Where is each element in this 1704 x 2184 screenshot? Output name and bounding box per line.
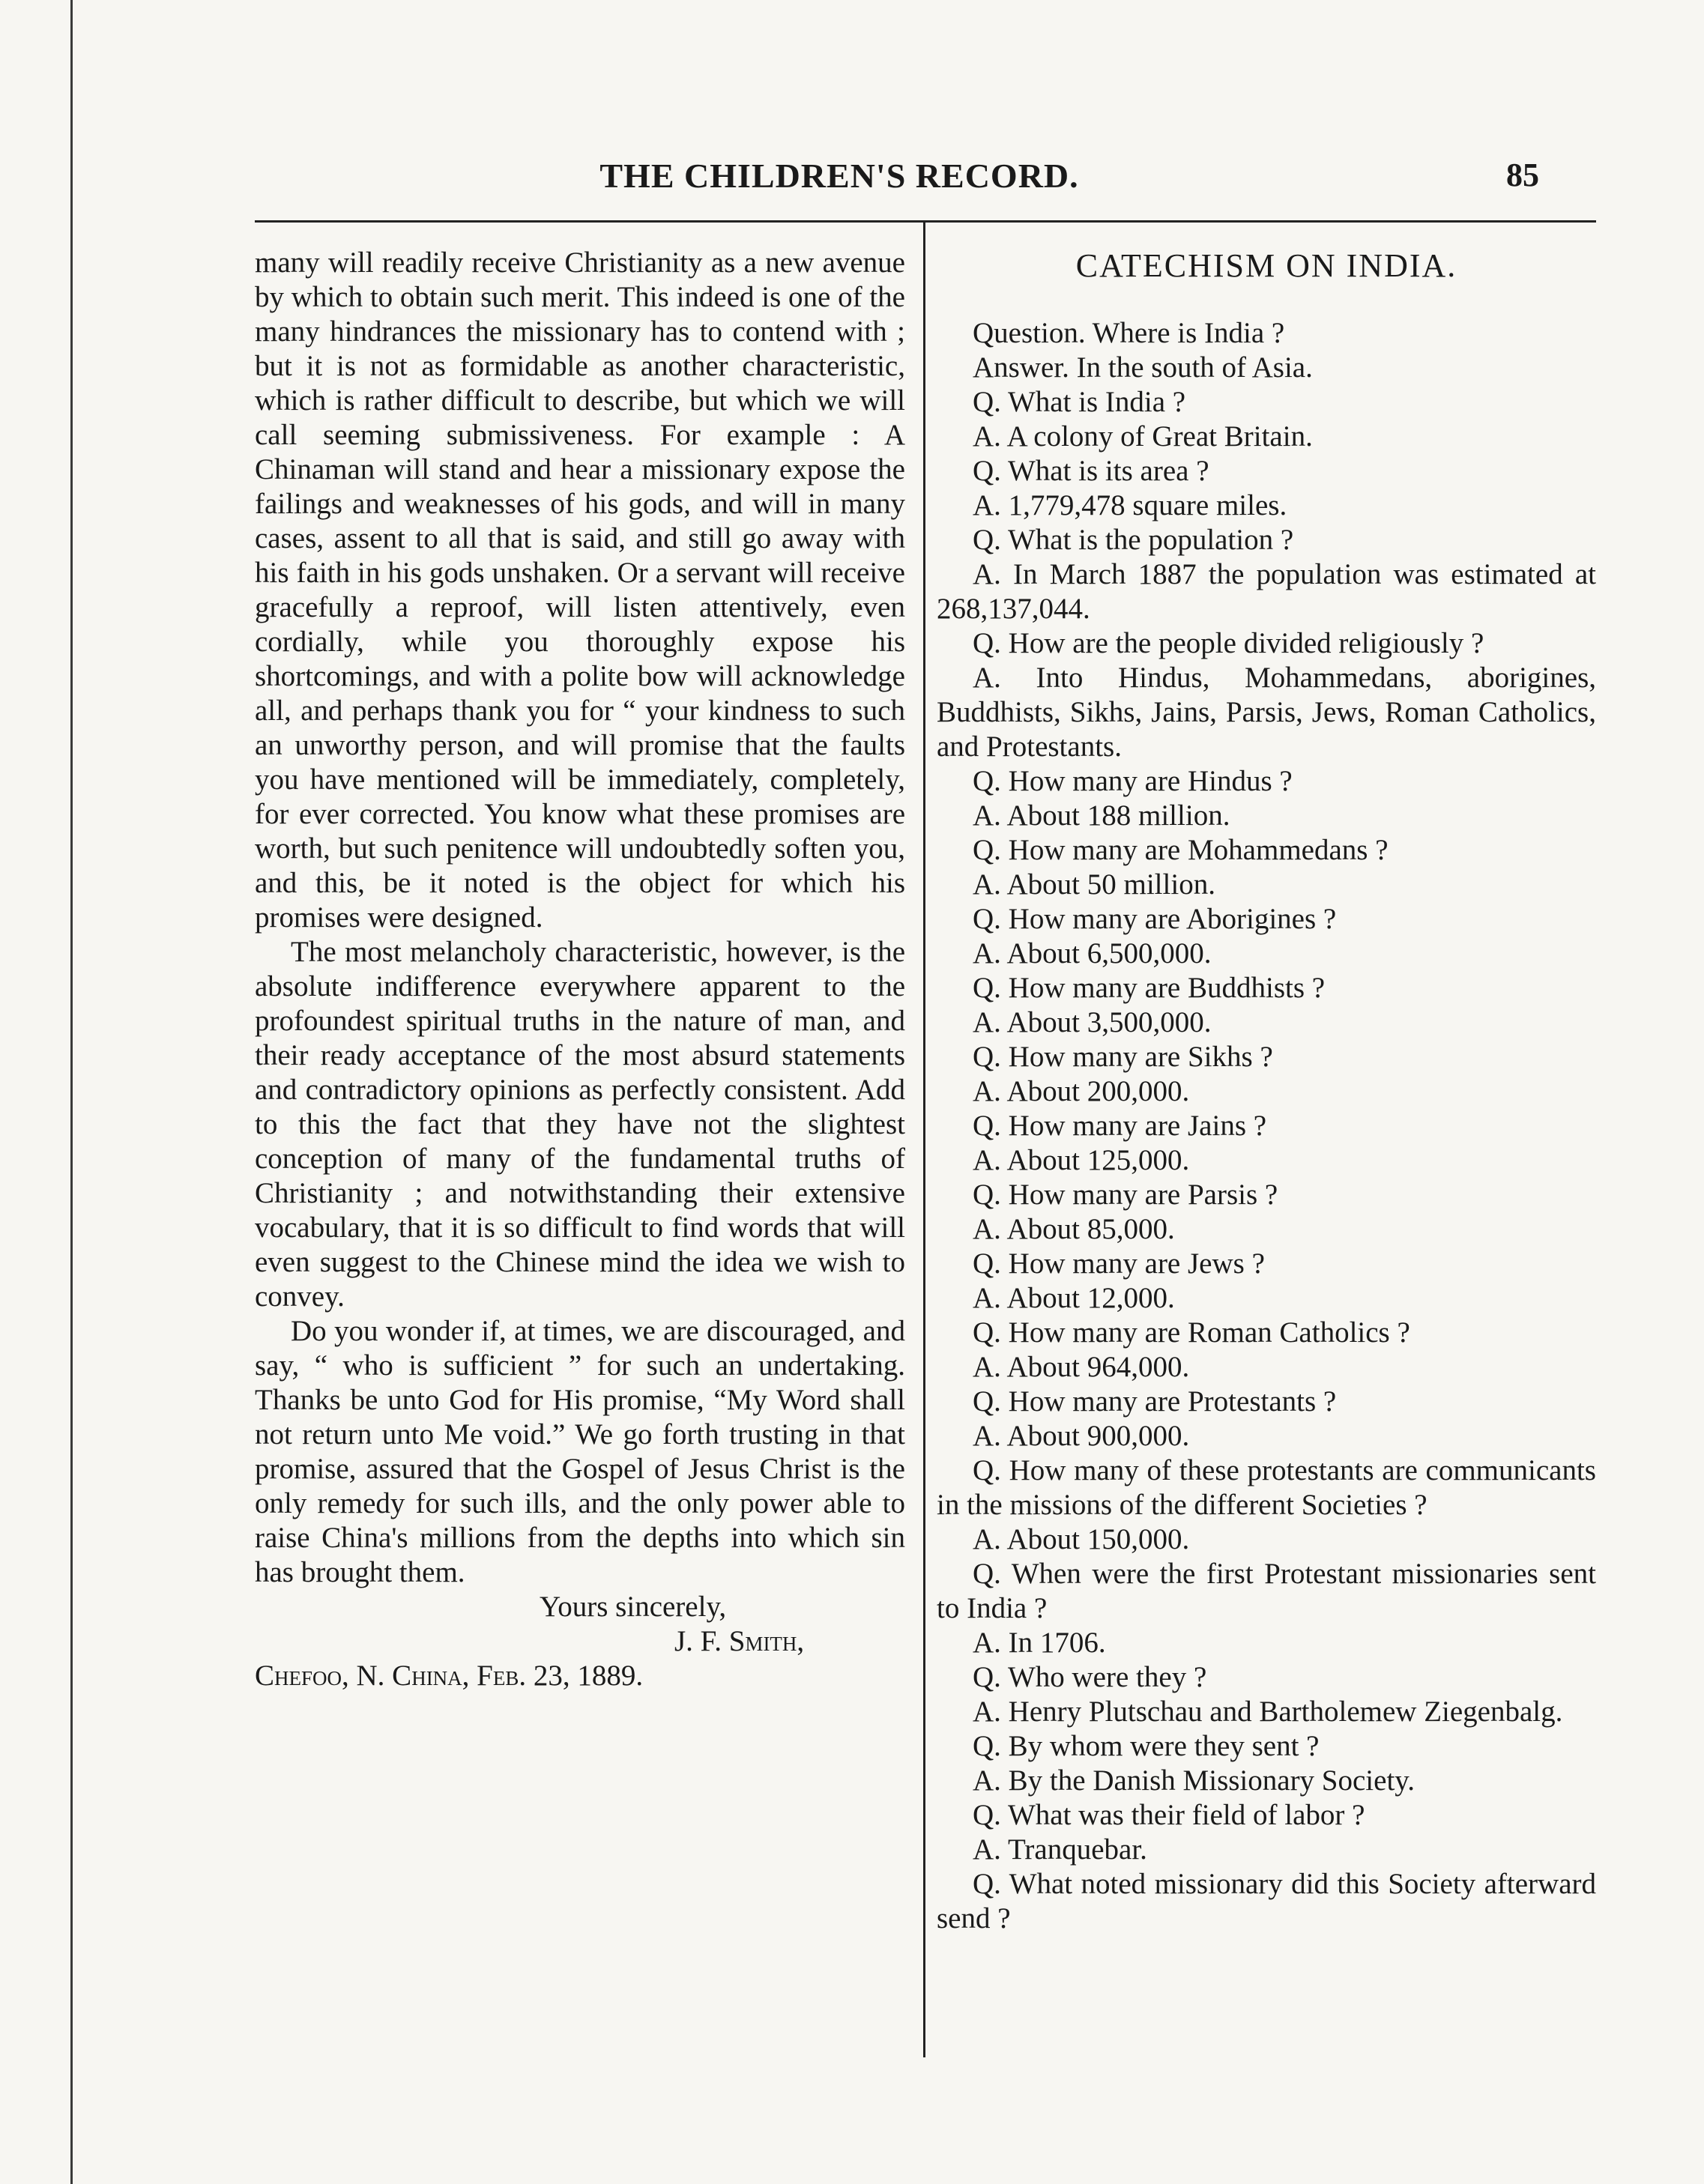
- catechism-answer: A. About 3,500,000.: [973, 1006, 1212, 1038]
- letter-signature: J. F. Smith,: [674, 1625, 805, 1657]
- letter-closing: Yours sincerely,: [540, 1591, 727, 1623]
- catechism-answer: A. About 200,000.: [973, 1075, 1190, 1107]
- catechism-question: Q. What is India ?: [973, 386, 1186, 418]
- catechism-question: Q. When were the first Protestant missionaries sent to India ?: [937, 1558, 1596, 1624]
- catechism-answer: A. Henry Plutschau and Bartholemew Ziegenbalg.: [973, 1696, 1563, 1728]
- catechism-answer: A. About 125,000.: [973, 1144, 1190, 1176]
- column-divider: [923, 222, 925, 2057]
- catechism-answer: A. About 12,000.: [973, 1282, 1175, 1314]
- catechism-question: Q. How many are Jews ?: [973, 1247, 1265, 1280]
- running-header-title: THE CHILDREN'S RECORD.: [599, 157, 1079, 195]
- letter-paragraph-1: many will readily receive Christianity as a new avenue by which to obtain such merit. This indeed is one of the many hindrances the missionary has to contend with ; but it is not as formidable as another characteristic, which is rather difficult to describe, but which we will call seeming submissiveness. For example : A Chinaman will stand and hear a missionary expose the failings and weaknesses of his gods, and will in many cases, assent to all that is said, and still go away with his faith in his gods unshaken. Or a servant will receive gracefully a reproof, will listen attentively, even cordially, while you thoroughly expose his shortcomings, and with a polite bow will acknowledge all, and perhaps thank you for “ your kindness to such an unworthy person, and will promise that the faults you have mentioned will be immediately, completely, for ever corrected. You know what these promises are worth, but such penitence will undoubtedly soften you, and this, be it noted is the object for which his promises were designed.: [255, 246, 905, 934]
- catechism-answer: A. In March 1887 the population was estimated at 268,137,044.: [937, 558, 1596, 625]
- catechism-question: Question. Where is India ?: [973, 317, 1285, 349]
- catechism-question: Q. How many are Jains ?: [973, 1110, 1267, 1142]
- catechism-question: Q. How many of these protestants are communicants in the missions of the different Societies ?: [937, 1454, 1596, 1521]
- catechism-question: Q. Who were they ?: [973, 1661, 1207, 1693]
- catechism-answer: A. About 188 million.: [973, 799, 1230, 832]
- header-rule: [255, 220, 1596, 223]
- letter-paragraph-3: Do you wonder if, at times, we are discouraged, and say, “ who is sufficient ” for such an undertaking. Thanks be unto God for His promise, “My Word shall not return unto Me void.” We go forth trusting in that promise, assured that the Gospel of Jesus Christ is the only remedy for such ills, and the only power able to raise China's millions from the depths into which sin has brought them.: [255, 1315, 905, 1588]
- catechism-question: Q. What is its area ?: [973, 455, 1209, 487]
- catechism-question: Q. By whom were they sent ?: [973, 1730, 1320, 1762]
- catechism-answer: A. About 6,500,000.: [973, 937, 1212, 970]
- catechism-question: Q. How are the people divided religiously ?: [973, 627, 1484, 659]
- page-number: 85: [1506, 157, 1539, 193]
- letter-paragraph-2: The most melancholy characteristic, however, is the absolute indifference everywhere apparent to the profoundest spiritual truths in the nature of man, and their ready acceptance of the most absurd statements and contradictory opinions as perfectly consistent. Add to this the fact that they have not the slightest conception of many of the fundamental truths of Christianity ; and notwithstanding their extensive vocabulary, that it is so difficult to find words that will even suggest to the Chinese mind the idea we wish to convey.: [255, 936, 905, 1313]
- catechism-question: Q. How many are Hindus ?: [973, 765, 1293, 797]
- catechism-question: Q. What noted missionary did this Society afterward send ?: [937, 1868, 1596, 1935]
- catechism-column: [937, 246, 1596, 1936]
- catechism-answer: A. In 1706.: [973, 1627, 1106, 1659]
- catechism-answer: A. About 85,000.: [973, 1213, 1175, 1245]
- catechism-question: Q. How many are Buddhists ?: [973, 972, 1326, 1004]
- catechism-question: Q. How many are Protestants ?: [973, 1385, 1337, 1418]
- catechism-question: Q. How many are Mohammedans ?: [973, 834, 1389, 866]
- catechism-answer: Answer. In the south of Asia.: [973, 351, 1313, 384]
- catechism-answer: A. About 900,000.: [973, 1420, 1190, 1452]
- catechism-list: [937, 316, 1596, 1936]
- catechism-question: Q. How many are Sikhs ?: [973, 1041, 1273, 1073]
- catechism-question: Q. What is the population ?: [973, 524, 1294, 556]
- catechism-question: Q. How many are Parsis ?: [973, 1179, 1278, 1211]
- catechism-answer: A. About 150,000.: [973, 1523, 1190, 1555]
- catechism-answer: A. By the Danish Missionary Society.: [973, 1764, 1416, 1797]
- letter-place-date: Chefoo, N. China, Feb. 23, 1889.: [255, 1660, 644, 1692]
- catechism-answer: A. About 964,000.: [973, 1351, 1190, 1383]
- letter-column: [255, 246, 905, 1693]
- catechism-answer: A. About 50 million.: [973, 868, 1215, 901]
- catechism-answer: A. Into Hindus, Mohammedans, aborigines, Buddhists, Sikhs, Jains, Parsis, Jews, Roman Catholics, and Protestants.: [937, 662, 1596, 763]
- page-edge-line: [70, 0, 73, 2184]
- catechism-title: CATECHISM ON INDIA.: [1075, 247, 1457, 284]
- catechism-question: Q. How many are Aborigines ?: [973, 903, 1337, 935]
- catechism-question: Q. How many are Roman Catholics ?: [973, 1316, 1410, 1349]
- catechism-answer: A. 1,779,478 square miles.: [973, 489, 1287, 521]
- catechism-question: Q. What was their field of labor ?: [973, 1799, 1365, 1831]
- catechism-answer: A. Tranquebar.: [973, 1833, 1147, 1866]
- catechism-answer: A. A colony of Great Britain.: [973, 420, 1313, 453]
